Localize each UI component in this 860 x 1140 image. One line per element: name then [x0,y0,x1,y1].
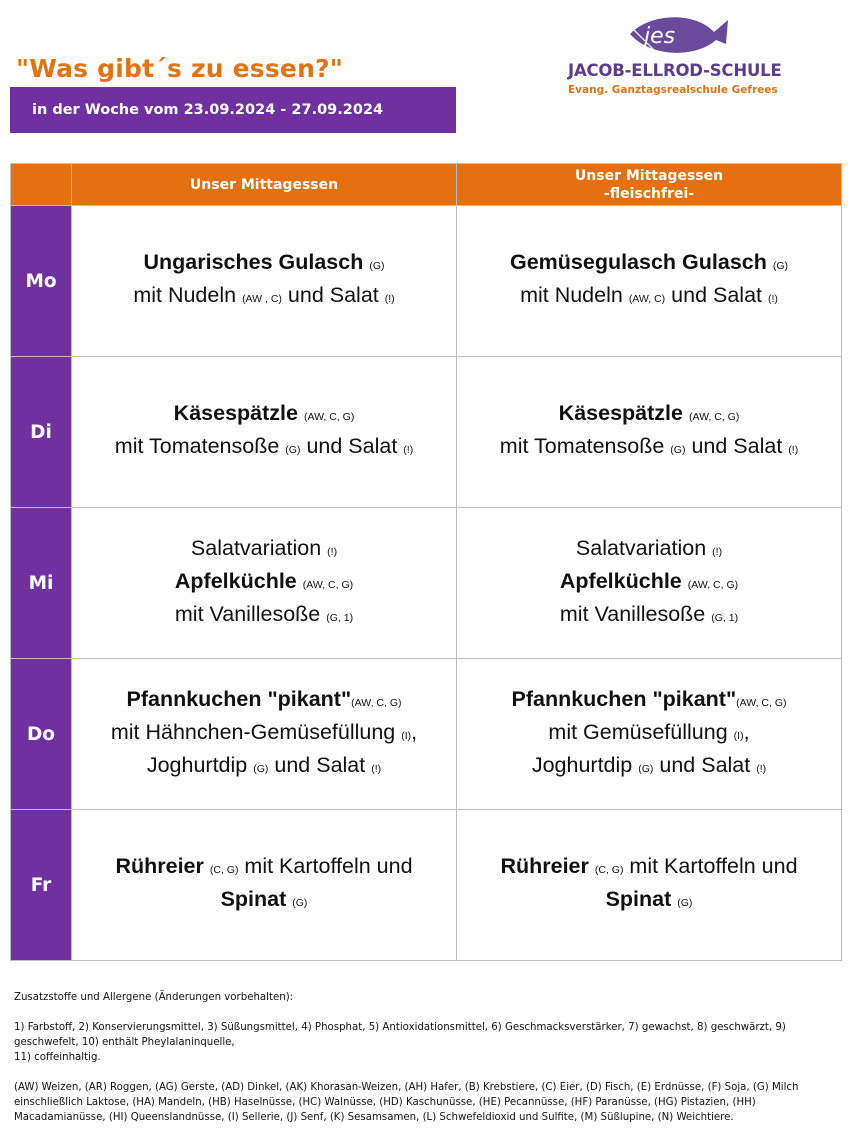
dish-cell-regular: Rühreier (C, G) mit Kartoffeln und Spinat (G) [72,810,457,961]
menu-table [10,163,842,961]
day-label: Fr [11,810,72,961]
column-header-regular: Unser Mittagessen [72,164,457,206]
legend-additives [14,1020,844,1065]
table-row [11,508,842,659]
allergen-legend [14,990,844,1140]
table-row [11,810,842,961]
column-header-vegetarian [457,164,842,206]
week-banner [10,87,456,133]
column-header-line2: -fleischfrei- [603,185,695,202]
table-row [11,357,842,508]
header-row [11,164,842,206]
legend-allergens: (AW) Weizen, (AR) Roggen, (AG) Gerste, (AD) Dinkel, (AK) Khorasan-Weizen, (AH) Hafer, (B) Krebstiere, (C) Eier, (D) Fisch, (E) Erdnüsse, (F) Soja, (G) Milch einschließlich Laktose, (HA) Mandeln, (HB) Haselnüsse, (HC) Walnüsse, (HD) Kaschunüsse, (HE) Pecannüsse, (HF) Paranüsse, (HG) Pistazien, (HH) Macadamianüsse, (HI) Queenslandnüsse, (I) Sellerie, (J) Senf, (K) Sesamsamen, (L) Schwefeldioxid und Sulfite, (M) Süßlupine, (N) Weichtiere. [14,1082,799,1123]
logo-mark-text: jes [644,24,676,49]
dish-cell-regular: Pfannkuchen "pikant"(AW, C, G) mit Hähnchen-Gemüsefüllung (I), Joghurtdip (G) und Salat (!) [72,659,457,810]
day-label: Do [11,659,72,810]
dish-cell-regular: Salatvariation (!) Apfelküchle (AW, C, G) mit Vanillesoße (G, 1) [72,508,457,659]
corner-cell [11,164,72,206]
dish-cell-vegetarian: Rühreier (C, G) mit Kartoffeln und Spinat (G) [457,810,842,961]
page-title: "Was gibt´s zu essen?" [16,54,344,83]
additives-line2: 11) coffeinhaltig. [14,1052,101,1063]
dish-cell-vegetarian: Käsespätzle (AW, C, G) mit Tomatensoße (G) und Salat (!) [457,357,842,508]
column-header-line1: Unser Mittagessen [574,167,724,184]
additives-line1: 1) Farbstoff, 2) Konservierungsmittel, 3) Süßungsmittel, 4) Phosphat, 5) Antioxidationsmittel, 6) Geschmacksverstärker, 7) gewachst, 8) geschwärzt, 9) geschwefelt, 10) enthält Pheylalaninquelle, [14,1022,786,1048]
school-subtitle: Evang. Ganztagsrealschule Gefrees [568,84,778,96]
table-row [11,659,842,810]
table-row [11,206,842,357]
week-text: in der Woche vom 23.09.2024 - 27.09.2024 [32,102,384,118]
day-label: Di [11,357,72,508]
fish-icon [630,17,728,53]
dish-cell-vegetarian: Pfannkuchen "pikant"(AW, C, G) mit Gemüsefüllung (I), Joghurtdip (G) und Salat (!) [457,659,842,810]
day-label: Mi [11,508,72,659]
legend-title: Zusatzstoffe und Allergene (Änderungen vorbehalten): [14,992,294,1003]
dish-cell-regular: Ungarisches Gulasch (G) mit Nudeln (AW , C) und Salat (!) [72,206,457,357]
day-label: Mo [11,206,72,357]
dish-cell-vegetarian: Gemüsegulasch Gulasch (G) mit Nudeln (AW, C) und Salat (!) [457,206,842,357]
school-name: JACOB-ELLROD-SCHULE [568,61,782,80]
dish-cell-vegetarian: Salatvariation (!) Apfelküchle (AW, C, G) mit Vanillesoße (G, 1) [457,508,842,659]
dish-cell-regular: Käsespätzle (AW, C, G) mit Tomatensoße (G) und Salat (!) [72,357,457,508]
